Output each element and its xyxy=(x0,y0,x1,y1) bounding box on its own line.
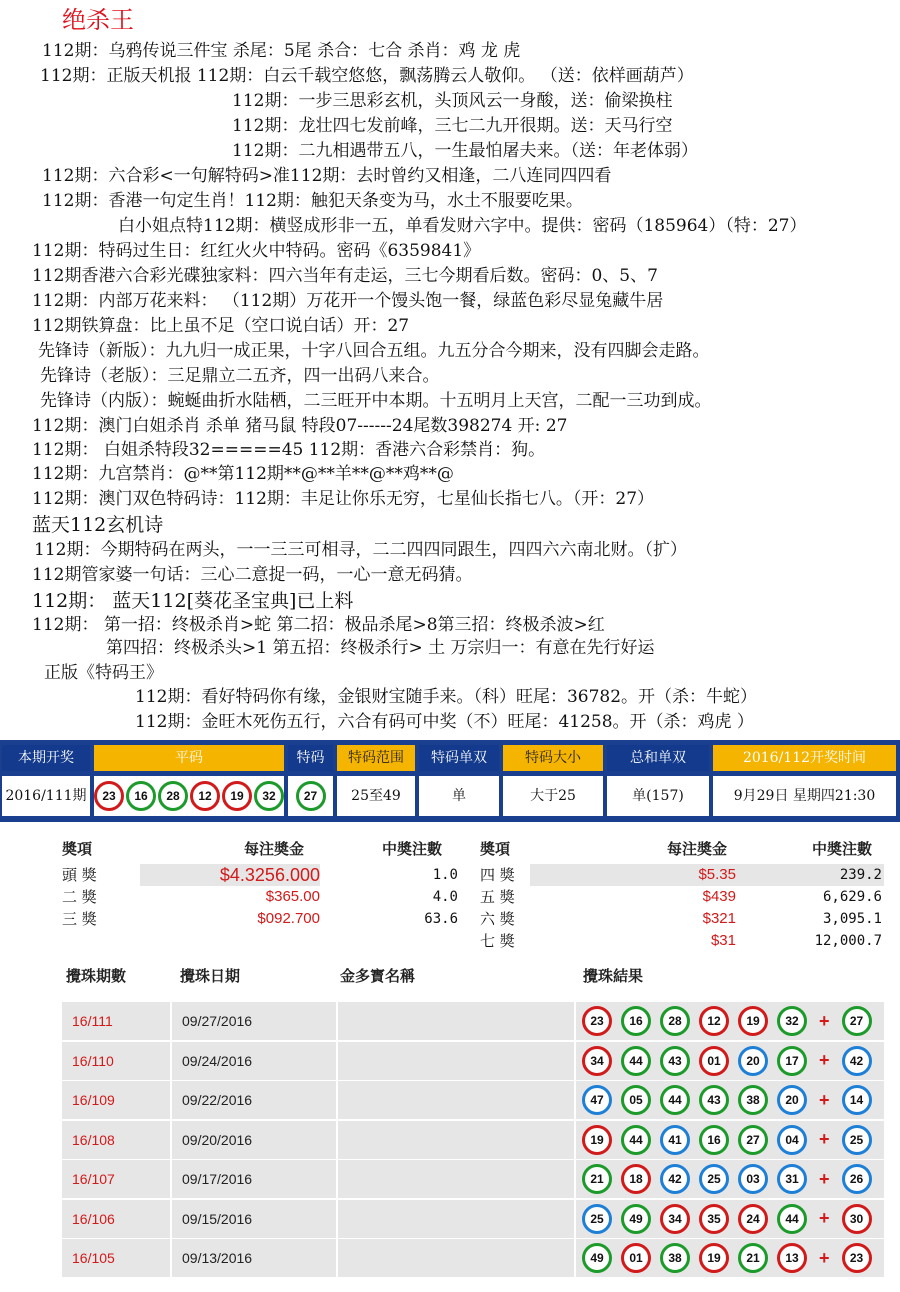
column-divider xyxy=(574,1160,576,1198)
history-row xyxy=(62,1160,884,1198)
special-ball xyxy=(288,776,333,816)
text-line-1: 112期：乌鸦传说三件宝 杀尾：5尾 杀合：七合 杀肖：鸡 龙 虎 xyxy=(42,41,521,61)
lottery-ball: 44 xyxy=(660,1085,690,1115)
lottery-ball: 12 xyxy=(699,1006,729,1036)
regular-ball-5: 19 xyxy=(222,781,252,811)
lottery-ball: 25 xyxy=(582,1204,612,1234)
header-current-draw: 本期开奖 xyxy=(2,745,90,771)
lottery-ball: 35 xyxy=(699,1204,729,1234)
lottery-ball: 28 xyxy=(660,1006,690,1036)
header-sum-oddeven: 总和单双 xyxy=(607,745,709,771)
plus-icon: + xyxy=(819,1010,830,1031)
prize-row xyxy=(62,908,462,930)
text-line-24: 112期： 第一招：终极杀肖>蛇 第二招：极品杀尾>8第三招：终极杀波>红 xyxy=(32,615,605,635)
text-line-18: 112期：九宫禁肖：@**第112期**@**羊**@**鸡**@ xyxy=(32,464,454,484)
prize-name: 四 獎 xyxy=(480,866,515,884)
column-divider xyxy=(170,1121,172,1159)
lottery-ball: 42 xyxy=(660,1164,690,1194)
text-line-17: 112期： 白姐杀特段32=====45 112期：香港六合彩禁肖：狗。 xyxy=(32,440,546,460)
lottery-ball: 38 xyxy=(660,1243,690,1273)
regular-ball-2: 16 xyxy=(126,781,156,811)
page-title: 绝杀王 xyxy=(62,6,134,34)
sum-oddeven: 单(157) xyxy=(607,776,709,816)
lottery-ball: 38 xyxy=(738,1085,768,1115)
lottery-ball: 25 xyxy=(699,1164,729,1194)
lottery-ball: 18 xyxy=(621,1164,651,1194)
lottery-ball: 43 xyxy=(699,1085,729,1115)
prize-row xyxy=(480,864,884,886)
text-line-13: 先锋诗（新版）：九九归一成正果，十字八回合五组。九五分合今期来，没有四脚会走路。 xyxy=(38,341,710,361)
lottery-ball: 44 xyxy=(621,1125,651,1155)
text-line-26: 正版《特码王》 xyxy=(44,663,163,683)
column-divider xyxy=(336,1239,338,1277)
column-divider xyxy=(170,1239,172,1277)
column-divider xyxy=(336,1042,338,1080)
plus-icon: + xyxy=(819,1168,830,1189)
history-row xyxy=(62,1239,884,1277)
history-balls xyxy=(582,1239,872,1277)
column-divider xyxy=(574,1239,576,1277)
text-line-21: 112期：今期特码在两头，一一三三可相寻，二二四四同跟生，四四六六南北财。（扩） xyxy=(34,540,687,560)
column-divider xyxy=(574,1002,576,1040)
lottery-ball: 01 xyxy=(621,1243,651,1273)
lottery-ball: 32 xyxy=(777,1006,807,1036)
special-lottery-ball: 27 xyxy=(842,1006,872,1036)
history-row xyxy=(62,1042,884,1080)
prize-count: 63.6 xyxy=(424,911,458,927)
history-issue: 16/109 xyxy=(72,1092,115,1108)
special-size: 大于25 xyxy=(503,776,603,816)
history-date: 09/20/2016 xyxy=(182,1131,253,1148)
lottery-ball: 05 xyxy=(621,1085,651,1115)
text-line-22: 112期管家婆一句话：三心二意捉一码，一心一意无码猜。 xyxy=(32,565,473,585)
prize-count: 3,095.1 xyxy=(822,911,882,927)
prize-row xyxy=(480,908,884,930)
special-lottery-ball: 26 xyxy=(842,1164,872,1194)
special-lottery-ball: 25 xyxy=(842,1125,872,1155)
prize-row xyxy=(62,864,462,886)
prize-name: 七 獎 xyxy=(480,932,515,950)
text-line-16: 112期：澳门白姐杀肖 杀单 猪马鼠 特段07------24尾数398274 开: 27 xyxy=(32,416,568,436)
text-line-3: 112期：一步三思彩玄机，头顶风云一身酸，送：偷梁换柱 xyxy=(232,91,673,111)
text-line-2: 112期：正版天机报 112期：白云千载空悠悠，飘荡腾云人敬仰。 （送：依样画葫芦） xyxy=(40,66,694,86)
lottery-ball: 20 xyxy=(777,1085,807,1115)
lottery-ball: 49 xyxy=(621,1204,651,1234)
lottery-ball: 49 xyxy=(582,1243,612,1273)
lottery-ball: 44 xyxy=(777,1204,807,1234)
header-regular-numbers: 平码 xyxy=(94,745,284,771)
lottery-ball: 21 xyxy=(582,1164,612,1194)
prize-name: 五 獎 xyxy=(480,888,515,906)
history-balls xyxy=(582,1042,872,1080)
special-oddeven: 单 xyxy=(419,776,499,816)
prize-row xyxy=(62,886,462,908)
lottery-ball: 23 xyxy=(582,1006,612,1036)
history-date: 09/22/2016 xyxy=(182,1092,253,1108)
history-date: 09/27/2016 xyxy=(182,1013,253,1029)
header-special-number: 特码 xyxy=(288,745,333,771)
prize-amount: $439 xyxy=(702,888,736,905)
lottery-ball: 20 xyxy=(738,1046,768,1076)
column-divider xyxy=(336,1200,338,1238)
lottery-ball: 13 xyxy=(777,1243,807,1273)
column-divider xyxy=(574,1200,576,1238)
current-issue: 2016/111期 xyxy=(2,776,90,816)
prize-header-name: 奬項 xyxy=(62,840,93,858)
special-range: 25至49 xyxy=(337,776,415,816)
lottery-ball: 43 xyxy=(660,1046,690,1076)
history-balls xyxy=(582,1160,872,1198)
text-line-5: 112期：二九相遇带五八，一生最怕屠夫来。（送：年老体弱） xyxy=(232,141,698,161)
prize-count: 12,000.7 xyxy=(814,933,882,949)
history-issue: 16/111 xyxy=(72,1013,113,1029)
history-balls xyxy=(582,1121,872,1159)
history-header-date: 攪珠日期 xyxy=(180,967,241,985)
prize-amount: $4.3256.000 xyxy=(219,865,320,885)
history-date: 09/17/2016 xyxy=(182,1171,253,1187)
history-issue: 16/107 xyxy=(72,1171,115,1187)
prize-amount: $092.700 xyxy=(257,910,320,927)
column-divider xyxy=(170,1081,172,1119)
history-date: 09/24/2016 xyxy=(182,1052,253,1069)
prize-count: 6,629.6 xyxy=(822,889,882,905)
special-lottery-ball: 14 xyxy=(842,1085,872,1115)
plus-icon: + xyxy=(819,1050,830,1070)
prize-header-amount-2: 每注奬金 xyxy=(667,840,728,858)
plus-icon: + xyxy=(819,1089,830,1110)
special-lottery-ball: 23 xyxy=(842,1243,872,1273)
history-row xyxy=(62,1200,884,1238)
special-lottery-ball: 30 xyxy=(842,1204,872,1234)
history-date: 09/13/2016 xyxy=(182,1250,253,1266)
lottery-ball: 04 xyxy=(777,1125,807,1155)
text-line-14: 先锋诗（老版）：三足鼎立二五齐，四一出码八来合。 xyxy=(40,366,440,386)
prize-header-amount: 每注奬金 xyxy=(244,840,305,858)
text-line-25: 第四招：终极杀头>1 第五招：终极杀行> 土 万宗归一：有意在先行好运 xyxy=(106,638,655,658)
text-line-6: 112期：六合彩<一句解特码>准112期：去时曾约又相逢，二八连同四四看 xyxy=(42,166,612,186)
lottery-ball: 41 xyxy=(660,1125,690,1155)
history-issue: 16/110 xyxy=(72,1052,114,1069)
prize-row xyxy=(480,930,884,952)
text-line-23: 112期： 蓝天112[葵花圣宝典]已上料 xyxy=(32,590,354,612)
plus-icon: + xyxy=(819,1129,830,1149)
column-divider xyxy=(574,1042,576,1080)
history-issue: 16/106 xyxy=(72,1210,115,1227)
lottery-ball: 27 xyxy=(738,1125,768,1155)
prize-name: 六 獎 xyxy=(480,910,515,928)
prize-amount: $321 xyxy=(702,910,736,927)
header-special-size: 特码大小 xyxy=(503,745,603,771)
text-line-28: 112期：金旺木死伤五行，六合有码可中奖（不）旺尾：41258。开（杀：鸡虎 ） xyxy=(135,712,754,732)
text-line-12: 112期铁算盘：比上虽不足（空口说白话）开：27 xyxy=(32,316,410,336)
column-divider xyxy=(336,1121,338,1159)
history-row xyxy=(62,1002,884,1040)
special-lottery-ball: 42 xyxy=(842,1046,872,1076)
special-ball-number: 27 xyxy=(296,781,326,811)
prize-name: 三 獎 xyxy=(62,910,97,928)
draw-info-bar xyxy=(0,740,900,822)
header-special-range: 特码范围 xyxy=(337,745,415,771)
text-line-7: 112期：香港一句定生肖！112期：触犯天条变为马，水土不服要吃果。 xyxy=(42,191,583,211)
lottery-ball: 19 xyxy=(582,1125,612,1155)
column-divider xyxy=(336,1081,338,1119)
prize-count: 239.2 xyxy=(839,867,882,883)
prize-header-count-2: 中奬注數 xyxy=(812,840,873,858)
lottery-ball: 01 xyxy=(699,1046,729,1076)
column-divider xyxy=(574,1081,576,1119)
column-divider xyxy=(170,1160,172,1198)
column-divider xyxy=(170,1200,172,1238)
history-header-issue: 攪珠期數 xyxy=(66,967,127,985)
regular-ball-1: 23 xyxy=(94,781,124,811)
lottery-ball: 24 xyxy=(738,1204,768,1234)
text-line-9: 112期：特码过生日：红红火火中特码。密码《6359841》 xyxy=(32,241,481,261)
lottery-ball: 21 xyxy=(738,1243,768,1273)
history-balls xyxy=(582,1200,872,1238)
prize-header-name-2: 奬項 xyxy=(480,840,511,858)
prize-name: 頭 獎 xyxy=(62,866,97,884)
prize-name: 二 獎 xyxy=(62,888,97,906)
regular-ball-3: 28 xyxy=(158,781,188,811)
column-divider xyxy=(336,1002,338,1040)
history-header-result: 攪珠結果 xyxy=(583,967,644,985)
text-line-11: 112期：内部万花来料： （112期）万花开一个馒头饱一餐，绿蓝色彩尽显兔藏牛居 xyxy=(32,291,664,311)
lottery-ball: 34 xyxy=(660,1204,690,1234)
lottery-ball: 31 xyxy=(777,1164,807,1194)
prize-amount: $365.00 xyxy=(265,888,320,905)
regular-ball-4: 12 xyxy=(190,781,220,811)
text-line-15: 先锋诗（内版）：蜿蜒曲折水陆栖，二三旺开中本期。十五明月上天宫，二配一三功到成。 xyxy=(40,391,712,411)
text-line-19: 112期：澳门双色特码诗：112期：丰足让你乐无穷，七星仙长指七八。（开：27） xyxy=(32,489,655,509)
history-issue: 16/108 xyxy=(72,1131,115,1148)
history-header-name: 金多寳名稱 xyxy=(340,967,416,985)
history-issue: 16/105 xyxy=(72,1250,115,1266)
lottery-ball: 34 xyxy=(582,1046,612,1076)
history-balls xyxy=(582,1081,872,1119)
column-divider xyxy=(170,1002,172,1040)
column-divider xyxy=(336,1160,338,1198)
history-row xyxy=(62,1081,884,1119)
lottery-ball: 16 xyxy=(621,1006,651,1036)
lottery-ball: 03 xyxy=(738,1164,768,1194)
history-row xyxy=(62,1121,884,1159)
regular-ball-6: 32 xyxy=(254,781,284,811)
column-divider xyxy=(574,1121,576,1159)
text-line-20: 蓝天112玄机诗 xyxy=(32,514,164,536)
prize-count: 4.0 xyxy=(432,889,458,905)
history-balls xyxy=(582,1002,872,1040)
prize-count: 1.0 xyxy=(432,867,458,883)
history-date: 09/15/2016 xyxy=(182,1210,253,1227)
regular-balls xyxy=(94,776,284,816)
lottery-ball: 44 xyxy=(621,1046,651,1076)
text-line-27: 112期：看好特码你有缘，金银财宝随手来。（科）旺尾：36782。开（杀：牛蛇） xyxy=(135,687,758,707)
prize-header-count: 中奬注數 xyxy=(382,840,443,858)
text-line-8: 白小姐点特112期：横竖成形非一五，单看发财六字中。提供：密码（185964）（特：27） xyxy=(118,216,807,236)
plus-icon: + xyxy=(819,1247,830,1268)
next-draw-time: 9月29日 星期四21:30 xyxy=(713,776,896,816)
prize-amount: $31 xyxy=(710,932,736,949)
prize-row xyxy=(480,886,884,908)
lottery-ball: 17 xyxy=(777,1046,807,1076)
lottery-ball: 19 xyxy=(699,1243,729,1273)
text-line-10: 112期香港六合彩光碟独家料：四六当年有走运，三七今期看后数。密码：0、5、7 xyxy=(32,266,658,286)
column-divider xyxy=(170,1042,172,1080)
lottery-ball: 16 xyxy=(699,1125,729,1155)
text-line-4: 112期：龙壮四七发前峰，三七二九开很期。送：天马行空 xyxy=(232,116,673,136)
prize-amount: $5.35 xyxy=(698,866,736,883)
plus-icon: + xyxy=(819,1208,830,1228)
lottery-ball: 47 xyxy=(582,1085,612,1115)
header-special-oddeven: 特码单双 xyxy=(419,745,499,771)
header-next-draw-time: 2016/112开奖时间 xyxy=(713,745,896,771)
lottery-ball: 19 xyxy=(738,1006,768,1036)
